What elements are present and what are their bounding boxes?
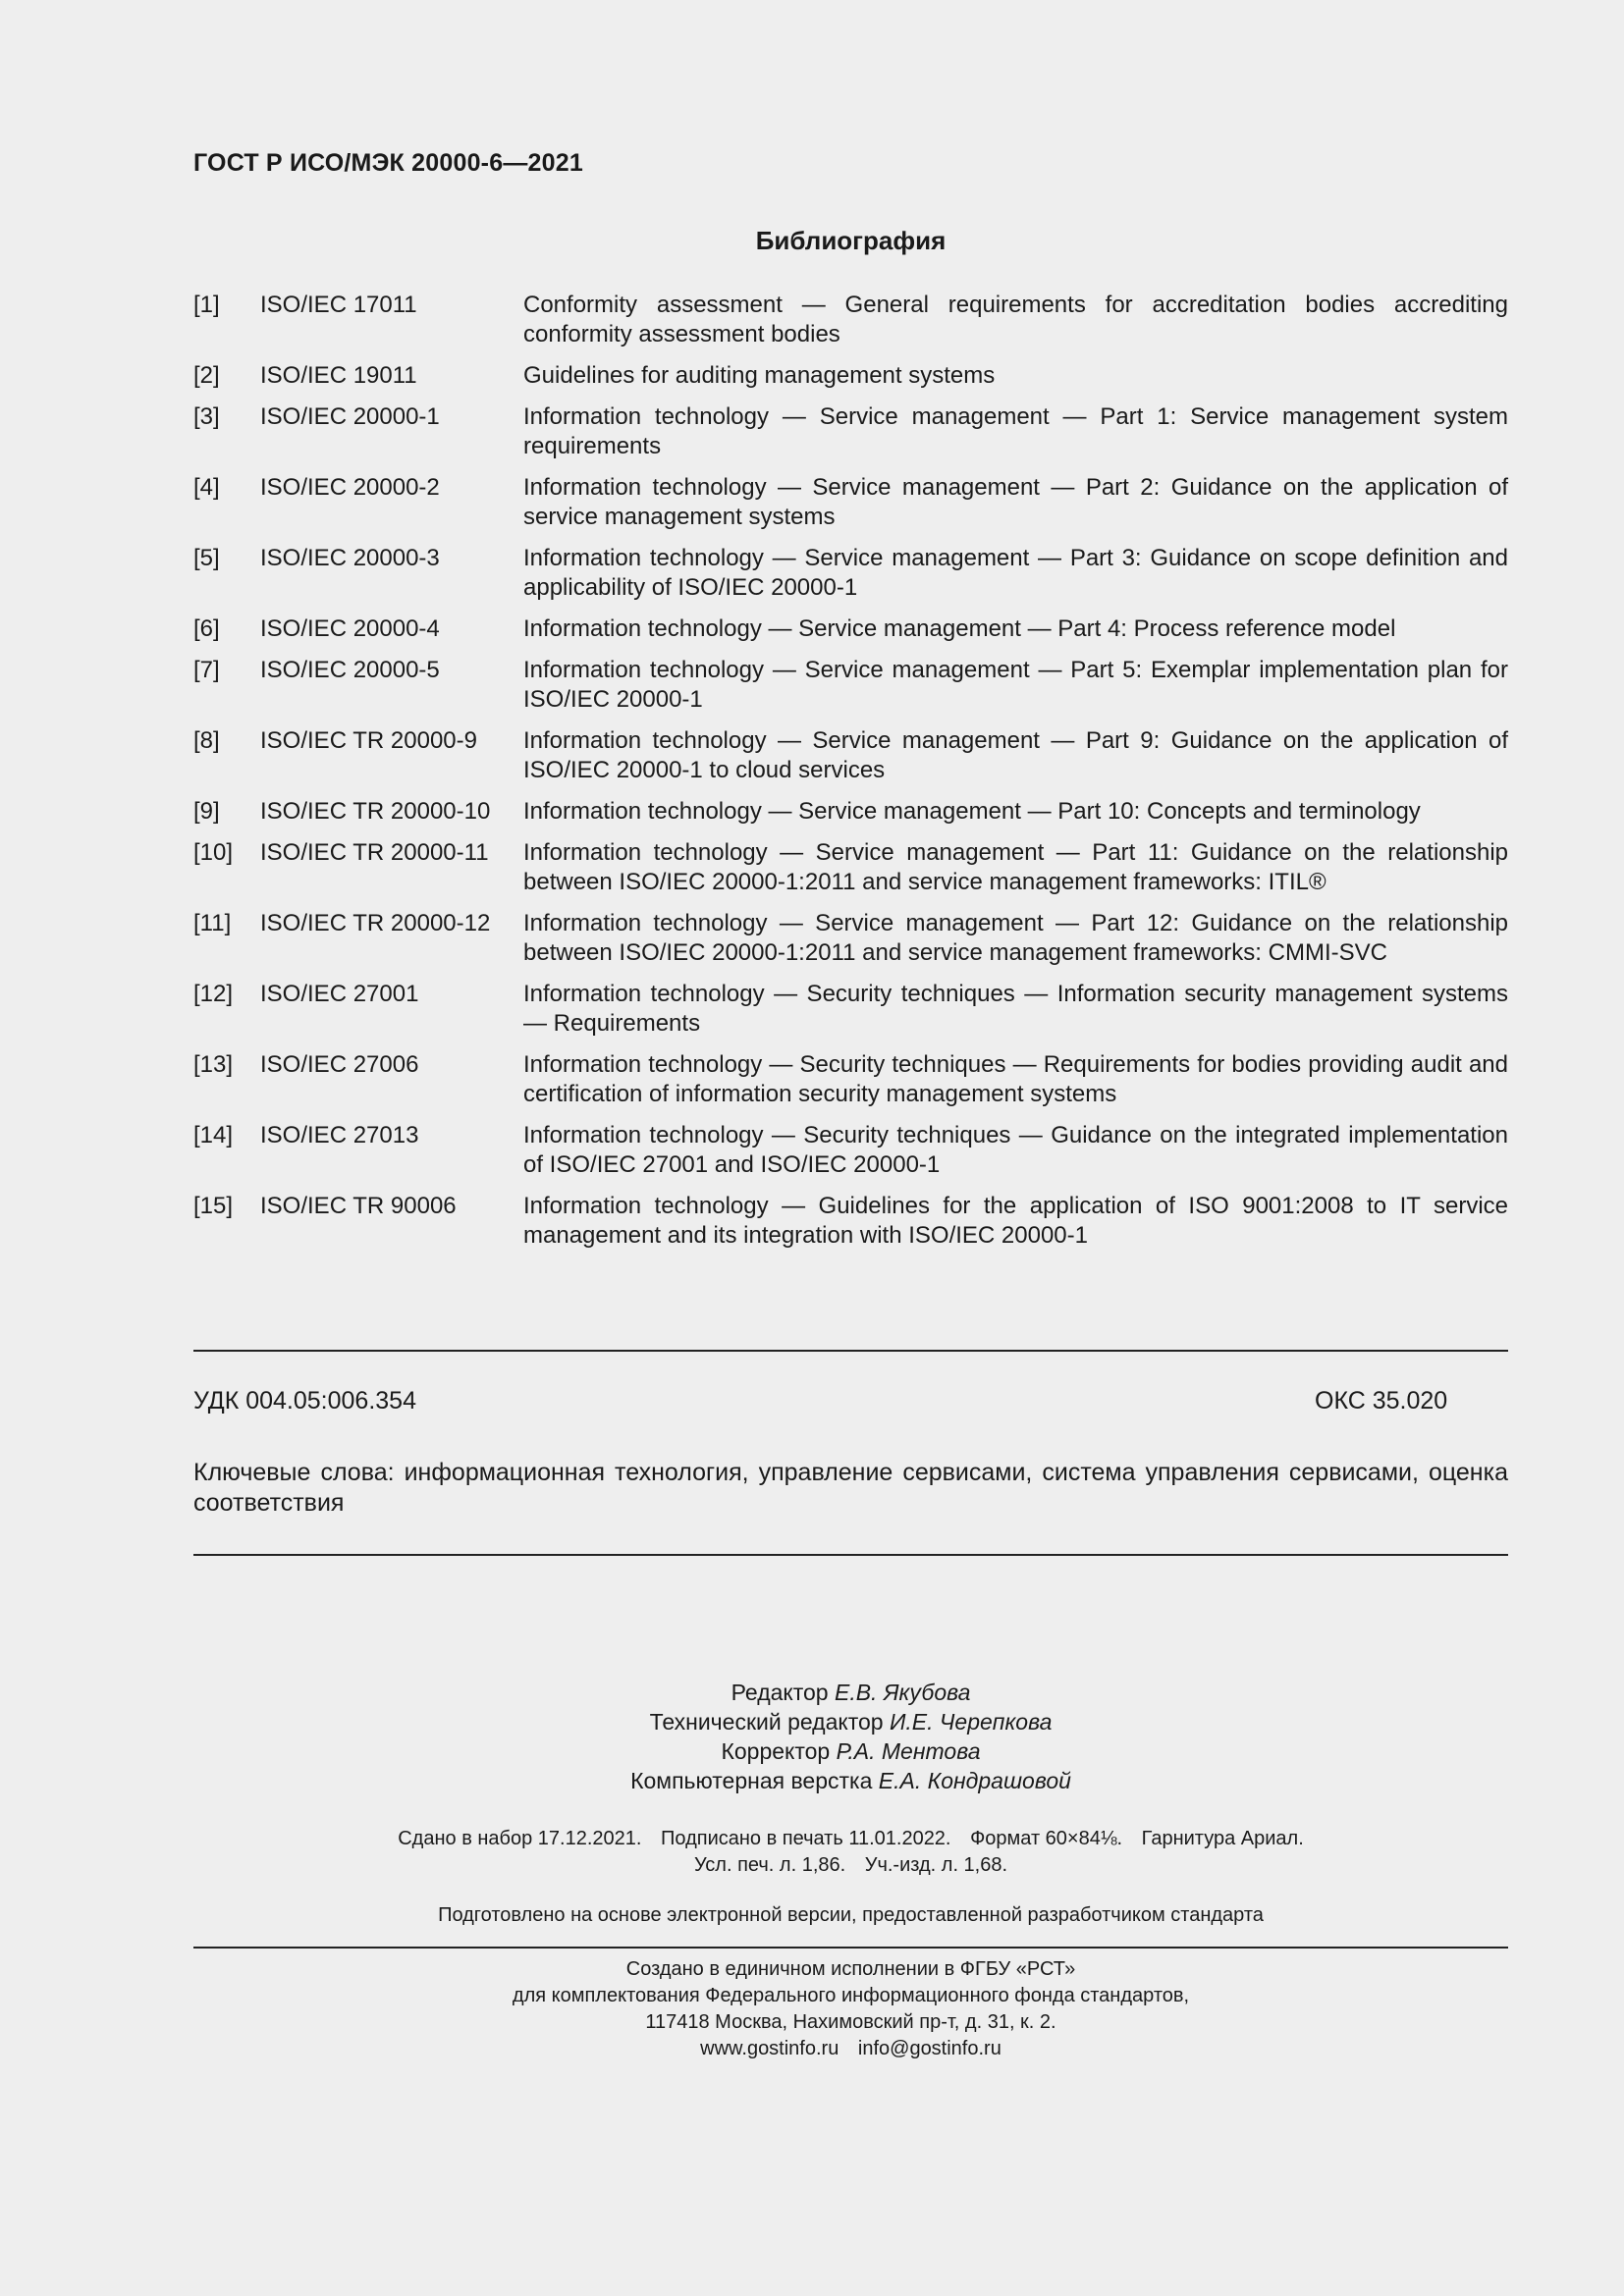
keywords: Ключевые слова: информационная технология, управление сервисами, система управления сервисами, оценка соответствия <box>193 1459 1508 1517</box>
entry-number: [9] <box>193 798 220 825</box>
entry-title: Information technology — Security techniques — Guidance on the integrated implementation of ISO/IEC 27001 and ISO/IEC 20000-1 <box>523 1122 1508 1178</box>
entry-code: ISO/IEC TR 20000-12 <box>260 910 491 936</box>
entry-code: ISO/IEC TR 20000-9 <box>260 727 477 754</box>
imprint-signed: Подписано в печать 11.01.2022. <box>661 1828 951 1849</box>
publisher-block <box>0 1956 1624 2062</box>
credit-editor <box>0 1678 1624 1707</box>
entry-title: Information technology — Service management — Part 3: Guidance on scope definition and applicability of ISO/IEC 20000-1 <box>523 545 1508 601</box>
entry-code: ISO/IEC 17011 <box>260 292 417 318</box>
credit-name: И.Е. Черепкова <box>889 1709 1053 1735</box>
imprint-print-sheets: Усл. печ. л. 1,86. <box>693 1854 846 1876</box>
entry-number: [15] <box>193 1193 234 1219</box>
credit-role: Корректор <box>721 1738 831 1764</box>
publisher-divider <box>193 1947 1508 1949</box>
bibliography-entry <box>193 544 1508 603</box>
imprint-typeface: Гарнитура Ариал. <box>1141 1828 1304 1849</box>
credit-tech-editor <box>0 1707 1624 1736</box>
bibliography-entry <box>193 909 1508 968</box>
entry-title: Information technology — Security techniques — Information security management systems — Requirements <box>523 981 1508 1037</box>
entry-number: [6] <box>193 615 220 642</box>
imprint-line-2 <box>0 1852 1624 1879</box>
entry-code: ISO/IEC TR 90006 <box>260 1193 457 1219</box>
bibliography-list <box>193 291 1508 1262</box>
imprint-block <box>0 1826 1624 1879</box>
entry-number: [4] <box>193 474 220 501</box>
oks-code: ОКС 35.020 <box>1315 1387 1448 1415</box>
bibliography-entry <box>193 797 1508 827</box>
email-link[interactable]: info@gostinfo.ru <box>857 2038 1001 2059</box>
bibliography-entry <box>193 614 1508 644</box>
imprint-format: Формат 60×84⅛. <box>970 1828 1123 1849</box>
credit-name: Е.А. Кондрашовой <box>878 1768 1071 1793</box>
entry-code: ISO/IEC 20000-4 <box>260 615 440 642</box>
entry-title: Information technology — Service management — Part 10: Concepts and terminology <box>523 798 1421 825</box>
entry-code: ISO/IEC 27006 <box>260 1051 419 1078</box>
credit-proofreader <box>0 1736 1624 1766</box>
entry-number: [5] <box>193 545 220 571</box>
bibliography-entry <box>193 1192 1508 1251</box>
entry-title: Information technology — Service management — Part 2: Guidance on the application of service management systems <box>523 474 1508 530</box>
bottom-divider <box>193 1554 1508 1556</box>
imprint-publisher-sheets: Уч.-изд. л. 1,68. <box>864 1854 1008 1876</box>
imprint-submitted: Сдано в набор 17.12.2021. <box>398 1828 642 1849</box>
bibliography-entry <box>193 838 1508 897</box>
entry-number: [12] <box>193 981 234 1007</box>
entry-title: Guidelines for auditing management systems <box>523 362 996 389</box>
entry-number: [2] <box>193 362 220 389</box>
credit-layout <box>0 1766 1624 1795</box>
entry-title: Information technology — Service management — Part 11: Guidance on the relationship between ISO/IEC 20000-1:2011 and service management frameworks: ITIL® <box>523 839 1508 895</box>
website-link[interactable]: www.gostinfo.ru <box>700 2038 839 2059</box>
entry-title: Information technology — Security techniques — Requirements for bodies providing audit and certification of information security management systems <box>523 1051 1508 1107</box>
credit-role: Редактор <box>731 1680 829 1705</box>
document-id: ГОСТ Р ИСО/МЭК 20000-6—2021 <box>193 149 583 177</box>
credit-role: Технический редактор <box>649 1709 884 1735</box>
entry-number: [10] <box>193 839 234 866</box>
entry-code: ISO/IEC TR 20000-10 <box>260 798 491 825</box>
entry-title: Information technology — Service management — Part 9: Guidance on the application of ISO/IEC 20000-1 to cloud services <box>523 727 1508 783</box>
entry-title: Conformity assessment — General requirements for accreditation bodies accrediting conformity assessment bodies <box>523 292 1508 347</box>
udk-code: УДК 004.05:006.354 <box>193 1387 416 1415</box>
publisher-line-1: Создано в единичном исполнении в ФГБУ «РСТ» <box>625 1958 1076 1980</box>
entry-code: ISO/IEC 20000-3 <box>260 545 440 571</box>
bibliography-entry <box>193 402 1508 461</box>
bibliography-entry <box>193 473 1508 532</box>
bibliography-entry <box>193 656 1508 715</box>
entry-title: Information technology — Service management — Part 4: Process reference model <box>523 615 1396 642</box>
top-divider <box>193 1350 1508 1352</box>
entry-title: Information technology — Service management — Part 12: Guidance on the relationship between ISO/IEC 20000-1:2011 and service management frameworks: CMMI-SVC <box>523 910 1508 966</box>
entry-number: [14] <box>193 1122 234 1148</box>
entry-number: [8] <box>193 727 220 754</box>
bibliography-title: Библиография <box>755 226 947 255</box>
imprint-line-1 <box>0 1826 1624 1852</box>
bibliography-entry <box>193 726 1508 785</box>
publisher-line-3: 117418 Москва, Нахимовский пр-т, д. 31, к. 2. <box>645 2011 1056 2033</box>
entry-number: [11] <box>193 910 232 936</box>
entry-code: ISO/IEC 20000-5 <box>260 657 440 683</box>
entry-title: Information technology — Service management — Part 5: Exemplar implementation plan for ISO/IEC 20000-1 <box>523 657 1508 713</box>
entry-code: ISO/IEC 27001 <box>260 981 419 1007</box>
entry-code: ISO/IEC 19011 <box>260 362 417 389</box>
publisher-contacts <box>0 2036 1624 2062</box>
bibliography-entry <box>193 291 1508 349</box>
entry-number: [1] <box>193 292 220 318</box>
entry-code: ISO/IEC TR 20000-11 <box>260 839 489 866</box>
bibliography-entry <box>193 980 1508 1039</box>
credit-role: Компьютерная верстка <box>630 1768 873 1793</box>
entry-code: ISO/IEC 27013 <box>260 1122 419 1148</box>
credit-name: Е.В. Якубова <box>834 1680 971 1705</box>
entry-title: Information technology — Guidelines for the application of ISO 9001:2008 to IT service management and its integration with ISO/IEC 20000-1 <box>523 1193 1508 1249</box>
entry-code: ISO/IEC 20000-1 <box>260 403 440 430</box>
entry-title: Information technology — Service management — Part 1: Service management system requirements <box>523 403 1508 459</box>
credits-block <box>0 1678 1624 1795</box>
bibliography-entry <box>193 1121 1508 1180</box>
entry-number: [13] <box>193 1051 234 1078</box>
entry-number: [7] <box>193 657 220 683</box>
prepared-note: Подготовлено на основе электронной версии, предоставленной разработчиком стандарта <box>438 1904 1264 1926</box>
entry-code: ISO/IEC 20000-2 <box>260 474 440 501</box>
publisher-line-2: для комплектования Федерального информационного фонда стандартов, <box>512 1985 1190 2006</box>
credit-name: Р.А. Ментова <box>836 1738 981 1764</box>
bibliography-entry <box>193 361 1508 391</box>
entry-number: [3] <box>193 403 220 430</box>
bibliography-entry <box>193 1050 1508 1109</box>
